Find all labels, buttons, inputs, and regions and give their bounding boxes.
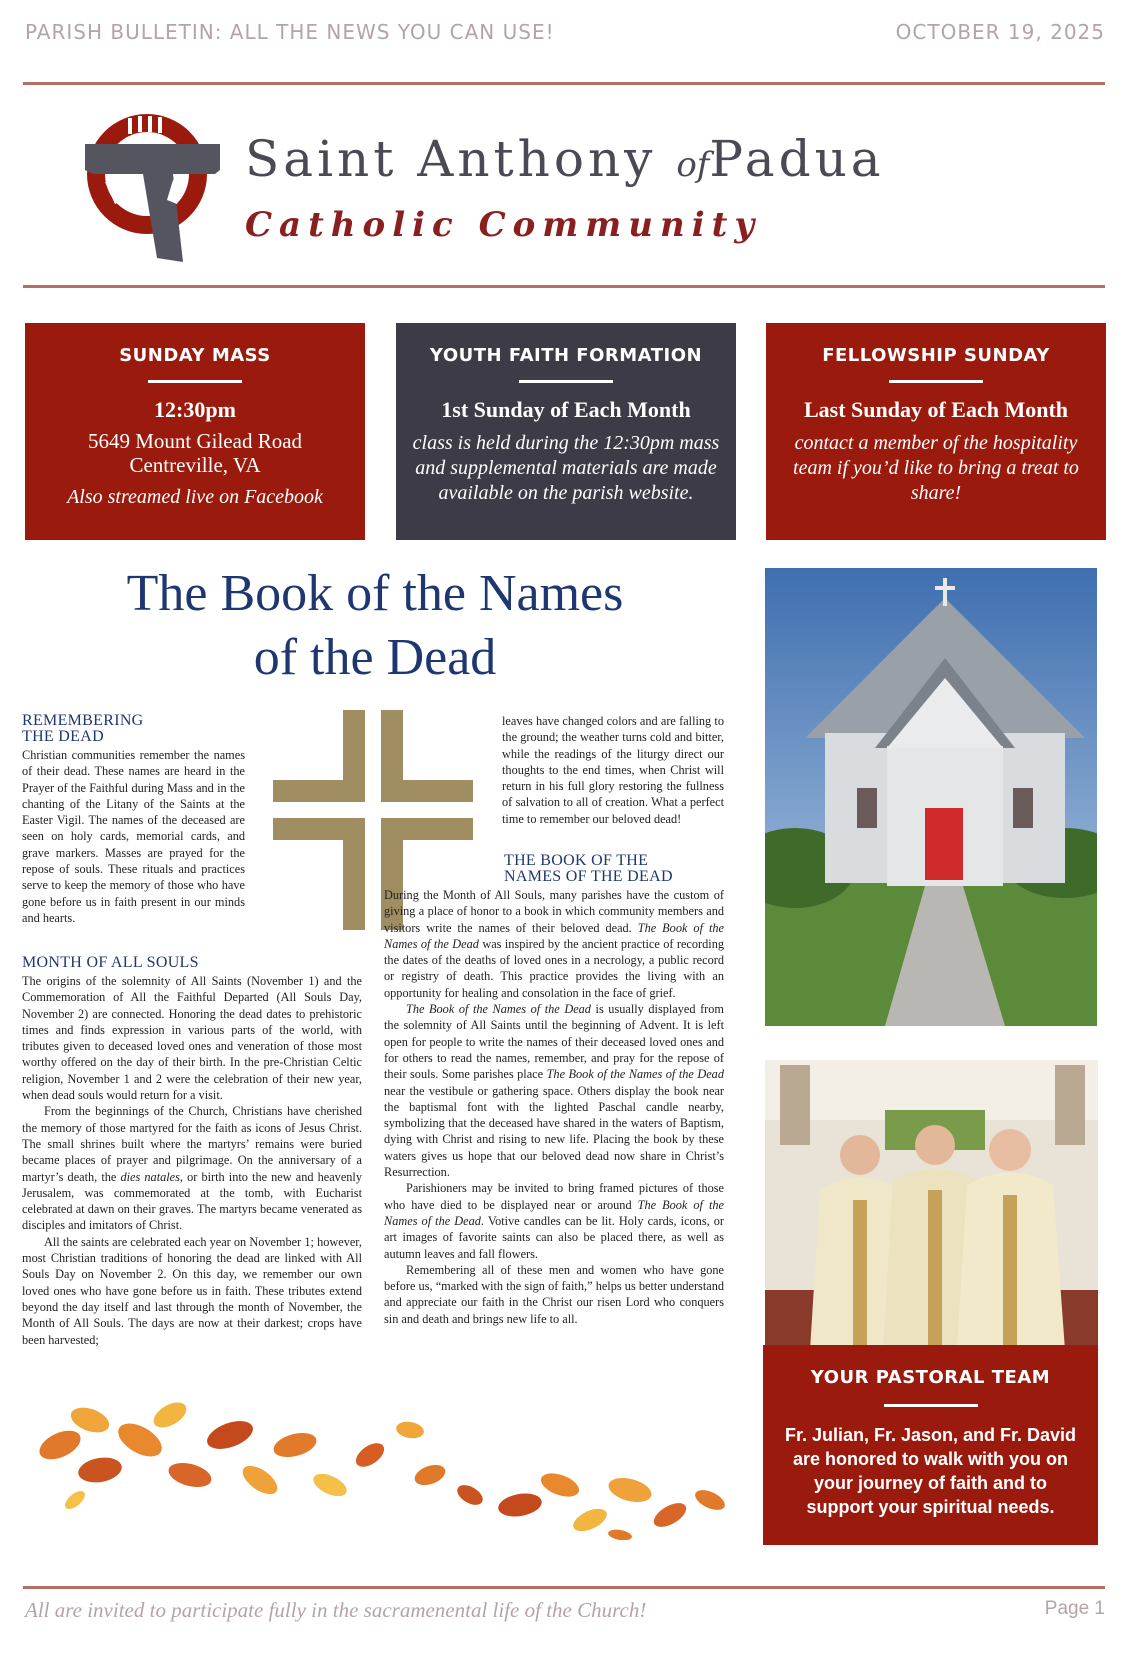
article-title bbox=[30, 562, 720, 690]
page-number: Page 1 bbox=[1044, 1598, 1105, 1619]
youth-schedule: 1st Sunday of Each Month bbox=[441, 397, 691, 422]
pastoral-team-photo bbox=[765, 1060, 1098, 1350]
parish-logo bbox=[85, 112, 1085, 262]
autumn-leaves-icon bbox=[30, 1400, 740, 1540]
book-paragraph-1: During the Month of All Souls, many parishes have the custom of giving a place of honor to a book in which community members and visitors write the names of their beloved dead. The Book of the Names of the Dead was inspired by the ancient practice of recording the dates of the deaths of loved ones in a necrology, a public record or registry of death. This practice provides the living with an opportunity for healing and consolation in the face of grief. bbox=[384, 888, 724, 1000]
section-heading-month: MONTH OF ALL SOULS bbox=[22, 954, 199, 971]
parish-subtitle: Catholic Community bbox=[245, 205, 762, 245]
pastoral-team-box bbox=[763, 1345, 1098, 1545]
article-title-line2: of the Dead bbox=[253, 629, 497, 686]
article-col2-top bbox=[502, 713, 724, 827]
fellowship-schedule: Last Sunday of Each Month bbox=[803, 397, 1069, 422]
month-paragraph-3: All the saints are celebrated each year on November 1; however, most Christian traditions of honoring the dead are linked with All Souls Day on November 2. On this day, we remember our own loved ones who have gone before us in faith. These tributes extend beyond the day itself and last through the month of November, the Month of All Souls. The days are now at their darkest; crops have been harvested; bbox=[22, 1234, 362, 1347]
church-photo bbox=[765, 568, 1097, 1026]
section-heading-book: THE BOOK OF THE NAMES OF THE DEAD bbox=[504, 852, 673, 885]
church-image bbox=[765, 568, 1097, 1026]
box-heading: FELLOWSHIP SUNDAY bbox=[822, 345, 1050, 366]
continued-text: leaves have changed colors and are falling to the ground; the weather turns cold and bitter, while the readings of the liturgy direct our thoughts to the end times, when Christ will return in his full glory restoring the fullness of salvation to all of creation. What a perfect time to remember our beloved dead! bbox=[502, 714, 724, 826]
book-paragraph-4: Remembering all of these men and women who have gone before us, “marked with the sign of faith,” helps us better understand and appreciate our faith in the Christ our risen Lord who conquers sin and death and brings new life to all. bbox=[384, 1262, 724, 1326]
book-paragraph-3: Parishioners may be invited to bring framed pictures of those who have died to be displayed near or around The Book of the Names of the Dead. Votive candles can be lit. Holy cards, icons, or art images of favorite saints can also be placed there, as well as autumn leaves and fall flowers. bbox=[384, 1181, 724, 1261]
header-divider bbox=[23, 82, 1105, 85]
mass-address-line2: Centreville, VA bbox=[129, 453, 261, 477]
article-col1-top bbox=[22, 713, 245, 926]
pastoral-team-heading: YOUR PASTORAL TEAM bbox=[810, 1367, 1051, 1388]
book-paragraph-2: The Book of the Names of the Dead is usually displayed from the solemnity of All Saints until the beginning of Advent. It is left open for people to write the names of their deceased loved ones and for others to read the names, remember, and pray for the repose of their souls. Some parishes place The Book of the Names of the Dead near the vestibule or gathering space. Others display the book near the baptismal font with the lighted Paschal candle nearby, symbolizing that the deceased have shared in the waters of Baptism, dying with Christ and rising to new life. Placing the book by these waters gives us hope that our beloved dead now share in Christ’s Resurrection. bbox=[384, 1002, 724, 1180]
fellowship-sunday-box bbox=[766, 323, 1106, 540]
bulletin-title: PARISH BULLETIN: ALL THE NEWS YOU CAN USE! bbox=[25, 20, 555, 44]
footer-invitation: All are invited to participate fully in the sacramenental life of the Church! bbox=[25, 1598, 647, 1622]
parish-name-padua: Padua bbox=[709, 130, 885, 188]
footer-divider bbox=[23, 1586, 1105, 1589]
box-divider bbox=[519, 380, 613, 383]
logo-divider bbox=[23, 285, 1105, 288]
fellowship-note: contact a member of the hospitality team if you’d like to bring a treat to share! bbox=[793, 432, 1079, 504]
tau-cross-emblem-icon bbox=[85, 112, 230, 262]
box-divider bbox=[148, 380, 242, 383]
mass-address-line1: 5649 Mount Gilead Road bbox=[87, 429, 303, 453]
month-paragraph-2: From the beginnings of the Church, Christians have cherished the memory of those martyred for the faith as icons of Jesus Christ. The small shrines built where the martyrs’ remains were buried became places of prayer and pilgrimage. On the anniversary of a martyr’s death, the dies natales, or birth into the new and heavenly Jerusalem, was commemorated at the tomb, with Eucharist celebrated at dawn on their graves. The martyrs became venerated as disciples and imitators of Christ. bbox=[22, 1104, 362, 1233]
pastoral-team-text: Fr. Julian, Fr. Jason, and Fr. David are honored to walk with you on your journey of faith and to support your spiritual needs. bbox=[784, 1425, 1077, 1517]
bulletin-header bbox=[25, 20, 1105, 50]
box-divider bbox=[884, 1404, 978, 1407]
sunday-mass-box bbox=[25, 323, 365, 540]
priests-image bbox=[765, 1060, 1098, 1350]
youth-note: class is held during the 12:30pm mass and supplemental materials are made available on the parish website. bbox=[412, 432, 720, 504]
box-heading: SUNDAY MASS bbox=[119, 345, 271, 366]
article-title-line1: The Book of the Names bbox=[126, 565, 624, 622]
month-paragraph-1: The origins of the solemnity of All Saints (November 1) and the Commemoration of All the Faithful Departed (All Souls Day, November 2) are connected. Honoring the dead dates to prehistoric times and finds expression in various parts of the world, with tributes given to deceased loved ones and veneration of those most worthy offered on the day of their birth. In the pre-Christian Celtic religion, November 1 and 2 were the celebration of their new year, when dead souls would return for a visit. bbox=[22, 974, 362, 1103]
parish-name-of: of bbox=[676, 145, 710, 185]
article-col2-bottom bbox=[384, 853, 724, 1327]
parish-name-saint: Saint Anthony bbox=[245, 130, 657, 188]
parish-name bbox=[245, 130, 885, 188]
box-divider bbox=[889, 380, 983, 383]
bulletin-date: OCTOBER 19, 2025 bbox=[895, 20, 1105, 44]
section-heading-remembering: REMEMBERING THE DEAD bbox=[22, 712, 144, 745]
remembering-text: Christian communities remember the names of their dead. These names are heard in the Prayer of the Faithful during Mass and in the chanting of the Litany of the Saints at the Easter Vigil. The names of the deceased are seen on holy cards, memorial cards, and grave markers. Masses are prayed for the repose of souls. These rituals and practices serve to keep the memory of those who have gone before us in faith present in our minds and hearts. bbox=[22, 748, 245, 925]
mass-stream-note: Also streamed live on Facebook bbox=[67, 486, 323, 508]
bulletin-footer bbox=[25, 1598, 1105, 1628]
youth-faith-formation-box bbox=[396, 323, 736, 540]
article-col1-bottom bbox=[22, 955, 362, 1348]
mass-time: 12:30pm bbox=[154, 397, 236, 422]
box-heading: YOUTH FAITH FORMATION bbox=[429, 345, 703, 366]
